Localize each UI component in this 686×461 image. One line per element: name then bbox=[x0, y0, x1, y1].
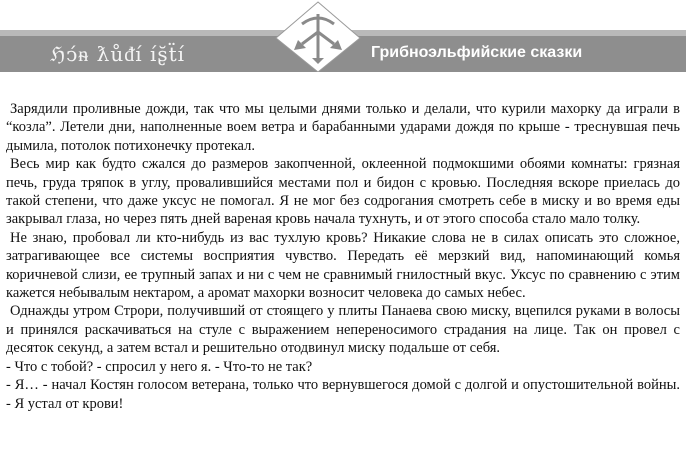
elvish-title: ℌͻ́ᵰ ƛůᵭí íʂ̆ẗí bbox=[50, 42, 186, 66]
mushroom-logo-icon[interactable] bbox=[272, 0, 364, 72]
paragraph: Зарядили проливные дожди, так что мы целыми днями только и делали, что курили махорку да играли в “козла”. Летели дни, наполненные воем ветра и барабанными ударами дождя по крыше - треснувшая печь дымила, потолок потихонечку протекал. bbox=[6, 101, 680, 154]
site-title[interactable]: Грибноэльфийские сказки bbox=[371, 44, 583, 61]
story-text bbox=[6, 100, 680, 413]
paragraph: Весь мир как будто сжался до размеров закопченной, оклеенной подмокшими обоями комнаты: грязная печь, груда тряпок в углу, провалившийся местами пол и бидон с кровью. Последняя вскоре приелась до такой степени, что даже уксус не помогал. Я не мог без содрогания смотреть себе в миску и во время еды закрывал глаза, но через пять дней вареная кровь начала тухнуть, и от этого способа стало мало толку. bbox=[6, 156, 680, 228]
dialogue-line: - Я… - начал Костян голосом ветерана, только что вернувшегося домой с долгой и опустошительной войны. - Я устал от крови! bbox=[6, 377, 680, 412]
dialogue-line: - Что с тобой? - спросил у него я. - Что-то не так? bbox=[6, 358, 313, 375]
site-banner bbox=[0, 0, 686, 72]
paragraph: Однажды утром Строри, получивший от стоящего у плиты Панаева свою миску, вцепился руками в волосы и принялся раскачиваться на стуле с выражением непереносимого страдания на лице. Так он провел с десяток секунд, а затем встал и решительно отодвинул миску подальше от себя. bbox=[6, 303, 680, 357]
paragraph: Не знаю, пробовал ли кто-нибудь из вас тухлую кровь? Никакие слова не в силах описать это сложное, затрагивающее все системы восприятия чувство. Передать её мерзкий вид, напоминающий комья коричневой слизи, ее трупный запах и ни с чем не сравнимый гнилостный вкус. Уксус по сравнению с этим кажется небывалым нектаром, а аромат махорки возносит человека до самых небес. bbox=[6, 229, 680, 302]
